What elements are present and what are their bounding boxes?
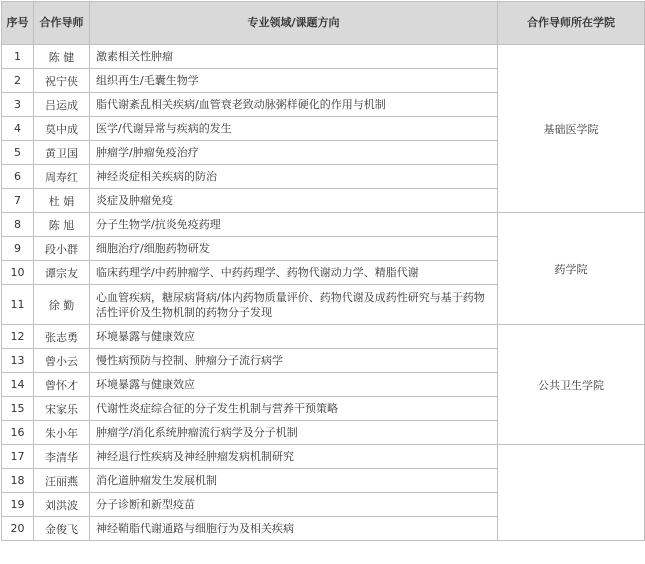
header-college: 合作导师所在学院 [498, 2, 645, 45]
row-field: 心血管疾病，糖尿病肾病/体内药物质量评价、药物代谢及成药性研究与基于药物活性评价及生物机制的药物分子发现 [90, 285, 498, 325]
college-cell-empty [498, 445, 645, 541]
row-field: 细胞治疗/细胞药物研发 [90, 237, 498, 261]
row-index: 10 [2, 261, 34, 285]
row-index: 7 [2, 189, 34, 213]
row-index: 20 [2, 517, 34, 541]
advisor-table [1, 1, 645, 541]
row-field: 环境暴露与健康效应 [90, 373, 498, 397]
header-index: 序号 [2, 2, 34, 45]
row-field: 环境暴露与健康效应 [90, 325, 498, 349]
row-index: 18 [2, 469, 34, 493]
row-advisor: 曾小云 [34, 349, 90, 373]
row-index: 3 [2, 93, 34, 117]
row-advisor: 徐 勤 [34, 285, 90, 325]
row-advisor: 莫中成 [34, 117, 90, 141]
row-advisor: 金俊飞 [34, 517, 90, 541]
row-advisor: 谭宗友 [34, 261, 90, 285]
row-advisor: 张志勇 [34, 325, 90, 349]
table-row [2, 445, 645, 469]
row-field: 医学/代谢异常与疾病的发生 [90, 117, 498, 141]
table-row [2, 325, 645, 349]
table-header-row [2, 2, 645, 45]
header-advisor: 合作导师 [34, 2, 90, 45]
row-field: 肿瘤学/肿瘤免疫治疗 [90, 141, 498, 165]
row-index: 5 [2, 141, 34, 165]
row-advisor: 周寿红 [34, 165, 90, 189]
row-advisor: 杜 娟 [34, 189, 90, 213]
row-field: 临床药理学/中药肿瘤学、中药药理学、药物代谢动力学、精脂代谢 [90, 261, 498, 285]
row-field: 神经退行性疾病及神经肿瘤发病机制研究 [90, 445, 498, 469]
row-index: 1 [2, 45, 34, 69]
table-row [2, 213, 645, 237]
row-index: 4 [2, 117, 34, 141]
row-field: 分子生物学/抗炎免疫药理 [90, 213, 498, 237]
row-field: 脂代谢紊乱相关疾病/血管衰老致动脉粥样硬化的作用与机制 [90, 93, 498, 117]
row-field: 组织再生/毛囊生物学 [90, 69, 498, 93]
row-field: 分子诊断和新型疫苗 [90, 493, 498, 517]
row-index: 8 [2, 213, 34, 237]
row-advisor: 段小群 [34, 237, 90, 261]
row-index: 12 [2, 325, 34, 349]
row-field: 代谢性炎症综合征的分子发生机制与营养干预策略 [90, 397, 498, 421]
row-index: 17 [2, 445, 34, 469]
row-index: 11 [2, 285, 34, 325]
row-field: 激素相关性肿瘤 [90, 45, 498, 69]
row-index: 6 [2, 165, 34, 189]
row-advisor: 吕运成 [34, 93, 90, 117]
row-advisor: 曾怀才 [34, 373, 90, 397]
row-advisor: 朱小年 [34, 421, 90, 445]
row-advisor: 祝宁侠 [34, 69, 90, 93]
row-advisor: 黄卫国 [34, 141, 90, 165]
row-field: 炎症及肿瘤免疫 [90, 189, 498, 213]
college-cell-basic-medicine: 基础医学院 [498, 45, 645, 213]
row-index: 19 [2, 493, 34, 517]
row-field: 慢性病预防与控制、肿瘤分子流行病学 [90, 349, 498, 373]
row-index: 16 [2, 421, 34, 445]
row-index: 14 [2, 373, 34, 397]
row-advisor: 汪丽燕 [34, 469, 90, 493]
row-index: 9 [2, 237, 34, 261]
row-advisor: 陈 健 [34, 45, 90, 69]
row-field: 神经鞘脂代谢通路与细胞行为及相关疾病 [90, 517, 498, 541]
row-index: 2 [2, 69, 34, 93]
header-field: 专业领域/课题方向 [90, 2, 498, 45]
row-advisor: 李清华 [34, 445, 90, 469]
row-field: 神经炎症相关疾病的防治 [90, 165, 498, 189]
college-cell-pharmacy: 药学院 [498, 213, 645, 325]
row-field: 肿瘤学/消化系统肿瘤流行病学及分子机制 [90, 421, 498, 445]
row-field: 消化道肿瘤发生发展机制 [90, 469, 498, 493]
row-index: 13 [2, 349, 34, 373]
row-advisor: 刘洪波 [34, 493, 90, 517]
table-row [2, 45, 645, 69]
college-cell-public-health: 公共卫生学院 [498, 325, 645, 445]
row-advisor: 宋家乐 [34, 397, 90, 421]
row-advisor: 陈 旭 [34, 213, 90, 237]
row-index: 15 [2, 397, 34, 421]
